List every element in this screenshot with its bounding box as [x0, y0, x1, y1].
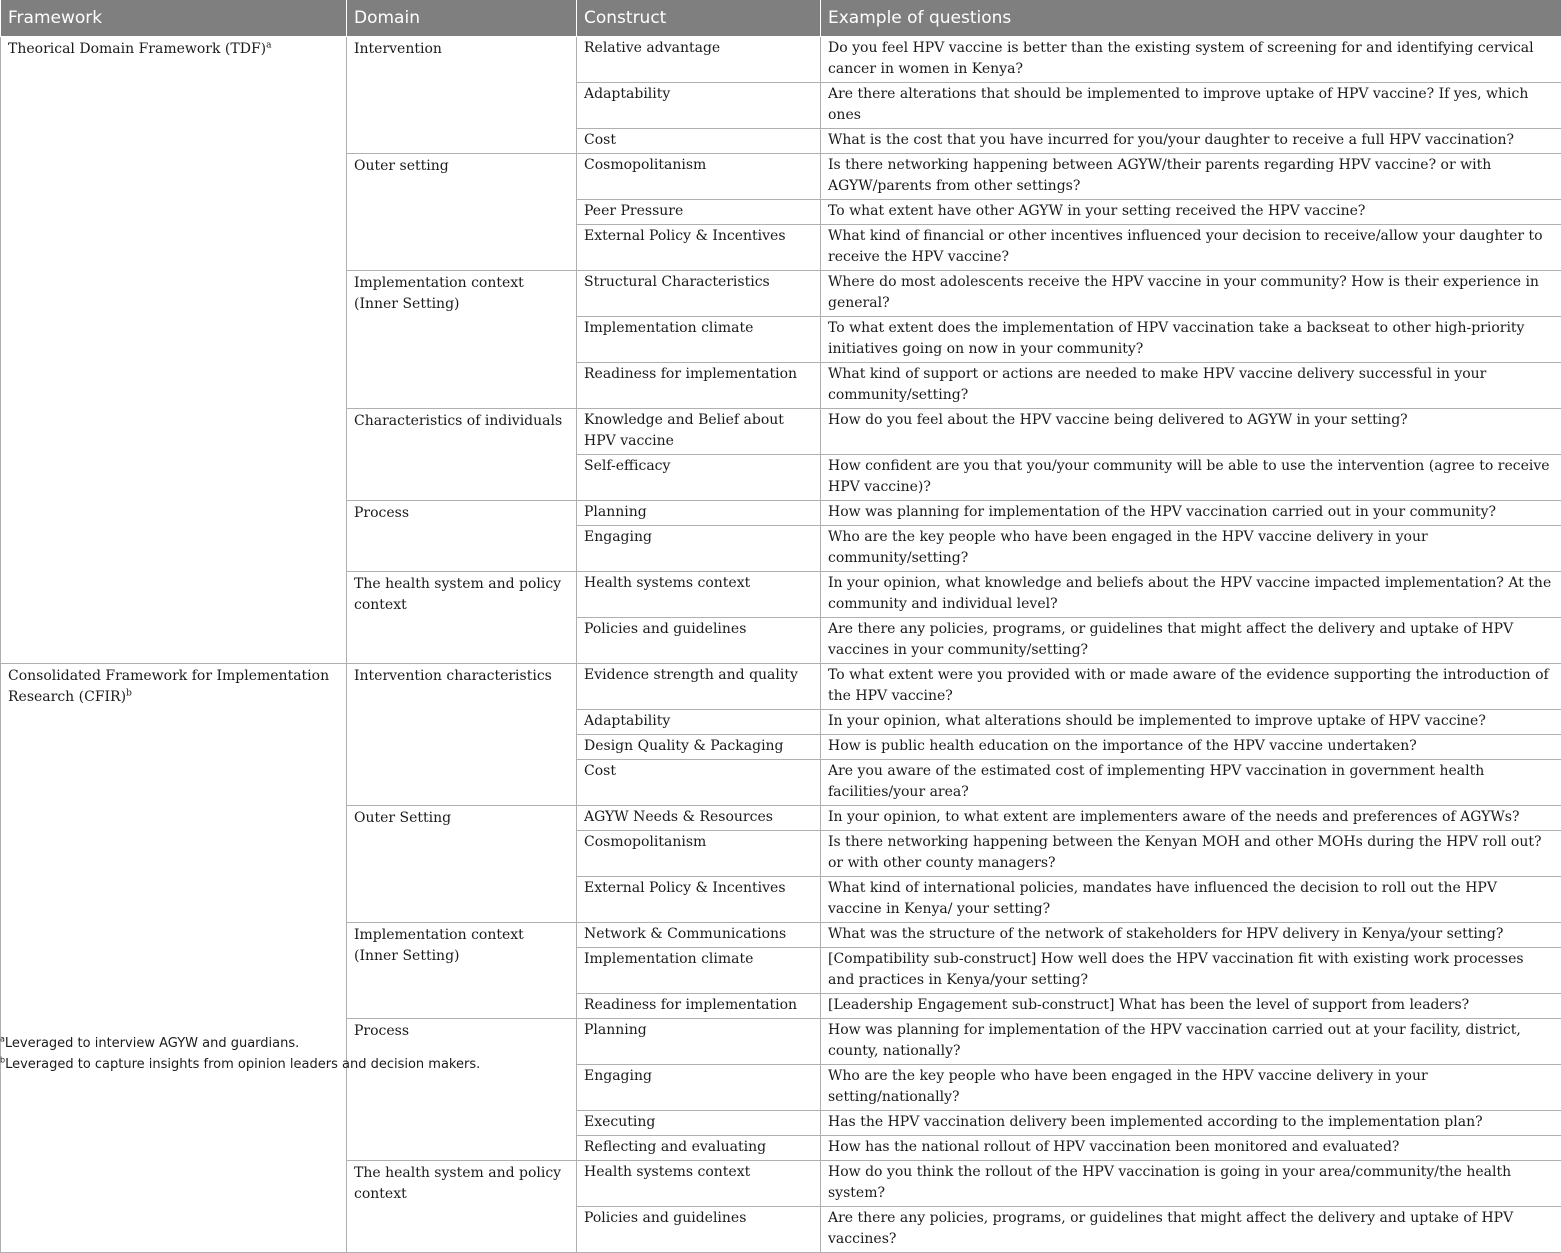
domain-cell: Outer Setting [347, 806, 577, 923]
question-cell: What kind of support or actions are needed to make HPV vaccine delivery successful in your community/setting? [821, 363, 1561, 409]
question-cell: Are you aware of the estimated cost of implementing HPV vaccination in government health facilities/your area? [821, 760, 1561, 806]
framework-footnote-mark: a [266, 40, 271, 50]
question-cell: [Compatibility sub-construct] How well does the HPV vaccination fit with existing work processes and practices in Kenya/your setting? [821, 948, 1561, 994]
construct-cell: Cost [577, 129, 821, 154]
question-cell: Who are the key people who have been engaged in the HPV vaccine delivery in your setting/nationally? [821, 1065, 1561, 1111]
footnote-text: Leveraged to interview AGYW and guardians. [5, 1036, 299, 1051]
header-domain: Domain [347, 0, 577, 37]
domain-cell: Intervention [347, 37, 577, 154]
question-cell: [Leadership Engagement sub-construct] What has been the level of support from leaders? [821, 994, 1561, 1019]
question-cell: Are there alterations that should be implemented to improve uptake of HPV vaccine? If yes, which ones [821, 83, 1561, 129]
domain-cell: Outer setting [347, 154, 577, 271]
question-cell: To what extent have other AGYW in your setting received the HPV vaccine? [821, 200, 1561, 225]
framework-name: Consolidated Framework for Implementation Research (CFIR) [8, 668, 329, 705]
construct-cell: Engaging [577, 1065, 821, 1111]
question-cell: Is there networking happening between the Kenyan MOH and other MOHs during the HPV roll out? or with other county managers? [821, 831, 1561, 877]
question-cell: In your opinion, to what extent are implementers aware of the needs and preferences of AGYWs? [821, 806, 1561, 831]
question-cell: How do you think the rollout of the HPV vaccination is going in your area/community/the health system? [821, 1161, 1561, 1207]
question-cell: Is there networking happening between AGYW/their parents regarding HPV vaccine? or with AGYW/parents from other settings? [821, 154, 1561, 200]
construct-cell: Policies and guidelines [577, 1207, 821, 1253]
footnotes [0, 1033, 480, 1075]
framework-cell [1, 37, 347, 664]
construct-cell: Health systems context [577, 572, 821, 618]
footnote-b [0, 1054, 480, 1075]
question-cell: What kind of financial or other incentives influenced your decision to receive/allow your daughter to receive the HPV vaccine? [821, 225, 1561, 271]
construct-cell: Reflecting and evaluating [577, 1136, 821, 1161]
question-cell: What was the structure of the network of stakeholders for HPV delivery in Kenya/your setting? [821, 923, 1561, 948]
construct-cell: Implementation climate [577, 948, 821, 994]
construct-cell: Planning [577, 501, 821, 526]
question-cell: Has the HPV vaccination delivery been implemented according to the implementation plan? [821, 1111, 1561, 1136]
framework-name: Theorical Domain Framework (TDF) [8, 41, 266, 57]
domain-cell: Process [347, 501, 577, 572]
question-cell: To what extent does the implementation of HPV vaccination take a backseat to other high-priority initiatives going on now in your community? [821, 317, 1561, 363]
domain-cell: Intervention characteristics [347, 664, 577, 806]
question-cell: Do you feel HPV vaccine is better than the existing system of screening for and identifying cervical cancer in women in Kenya? [821, 37, 1561, 83]
framework-cell [1, 664, 347, 1253]
construct-cell: Readiness for implementation [577, 363, 821, 409]
construct-cell: External Policy & Incentives [577, 225, 821, 271]
question-cell: Are there any policies, programs, or guidelines that might affect the delivery and uptake of HPV vaccines? [821, 1207, 1561, 1253]
construct-cell: Cost [577, 760, 821, 806]
construct-cell: Relative advantage [577, 37, 821, 83]
question-cell: In your opinion, what alterations should be implemented to improve uptake of HPV vaccine? [821, 710, 1561, 735]
domain-cell: Process [347, 1019, 577, 1161]
table-header-row [1, 0, 1561, 37]
header-example-questions: Example of questions [821, 0, 1561, 37]
construct-cell: Adaptability [577, 710, 821, 735]
framework-footnote-mark: b [126, 688, 132, 698]
table-row [1, 37, 1561, 83]
question-cell: How was planning for implementation of the HPV vaccination carried out at your facility, district, county, nationally? [821, 1019, 1561, 1065]
table-row [1, 664, 1561, 710]
question-cell: How has the national rollout of HPV vaccination been monitored and evaluated? [821, 1136, 1561, 1161]
question-cell: How was planning for implementation of the HPV vaccination carried out in your community? [821, 501, 1561, 526]
construct-cell: Cosmopolitanism [577, 831, 821, 877]
construct-cell: Cosmopolitanism [577, 154, 821, 200]
construct-cell: Readiness for implementation [577, 994, 821, 1019]
domain-cell: The health system and policy context [347, 1161, 577, 1253]
construct-cell: External Policy & Incentives [577, 877, 821, 923]
construct-cell: Executing [577, 1111, 821, 1136]
construct-cell: AGYW Needs & Resources [577, 806, 821, 831]
footnote-mark: b [0, 1056, 5, 1065]
construct-cell: Design Quality & Packaging [577, 735, 821, 760]
footnote-mark: a [0, 1035, 5, 1044]
header-framework: Framework [1, 0, 347, 37]
construct-cell: Evidence strength and quality [577, 664, 821, 710]
question-cell: How do you feel about the HPV vaccine being delivered to AGYW in your setting? [821, 409, 1561, 455]
construct-cell: Engaging [577, 526, 821, 572]
question-cell: How is public health education on the importance of the HPV vaccine undertaken? [821, 735, 1561, 760]
question-cell: In your opinion, what knowledge and beliefs about the HPV vaccine impacted implementation? At the community and individual level? [821, 572, 1561, 618]
domain-cell: The health system and policy context [347, 572, 577, 664]
question-cell: What is the cost that you have incurred for you/your daughter to receive a full HPV vaccination? [821, 129, 1561, 154]
construct-cell: Planning [577, 1019, 821, 1065]
domain-cell: Implementation context (Inner Setting) [347, 271, 577, 409]
question-cell: Who are the key people who have been engaged in the HPV vaccine delivery in your community/setting? [821, 526, 1561, 572]
question-cell: Where do most adolescents receive the HPV vaccine in your community? How is their experience in general? [821, 271, 1561, 317]
question-cell: To what extent were you provided with or made aware of the evidence supporting the introduction of the HPV vaccine? [821, 664, 1561, 710]
construct-cell: Self-efficacy [577, 455, 821, 501]
footnote-text: Leveraged to capture insights from opinion leaders and decision makers. [5, 1057, 480, 1072]
construct-cell: Implementation climate [577, 317, 821, 363]
footnote-a [0, 1033, 480, 1054]
construct-cell: Health systems context [577, 1161, 821, 1207]
construct-cell: Policies and guidelines [577, 618, 821, 664]
construct-cell: Knowledge and Belief about HPV vaccine [577, 409, 821, 455]
header-construct: Construct [577, 0, 821, 37]
construct-cell: Peer Pressure [577, 200, 821, 225]
question-cell: Are there any policies, programs, or guidelines that might affect the delivery and uptake of HPV vaccines in your community/setting? [821, 618, 1561, 664]
domain-cell: Implementation context (Inner Setting) [347, 923, 577, 1019]
construct-cell: Network & Communications [577, 923, 821, 948]
question-cell: How confident are you that you/your community will be able to use the intervention (agree to receive HPV vaccine)? [821, 455, 1561, 501]
domain-cell: Characteristics of individuals [347, 409, 577, 501]
construct-cell: Adaptability [577, 83, 821, 129]
construct-cell: Structural Characteristics [577, 271, 821, 317]
question-cell: What kind of international policies, mandates have influenced the decision to roll out the HPV vaccine in Kenya/ your setting? [821, 877, 1561, 923]
